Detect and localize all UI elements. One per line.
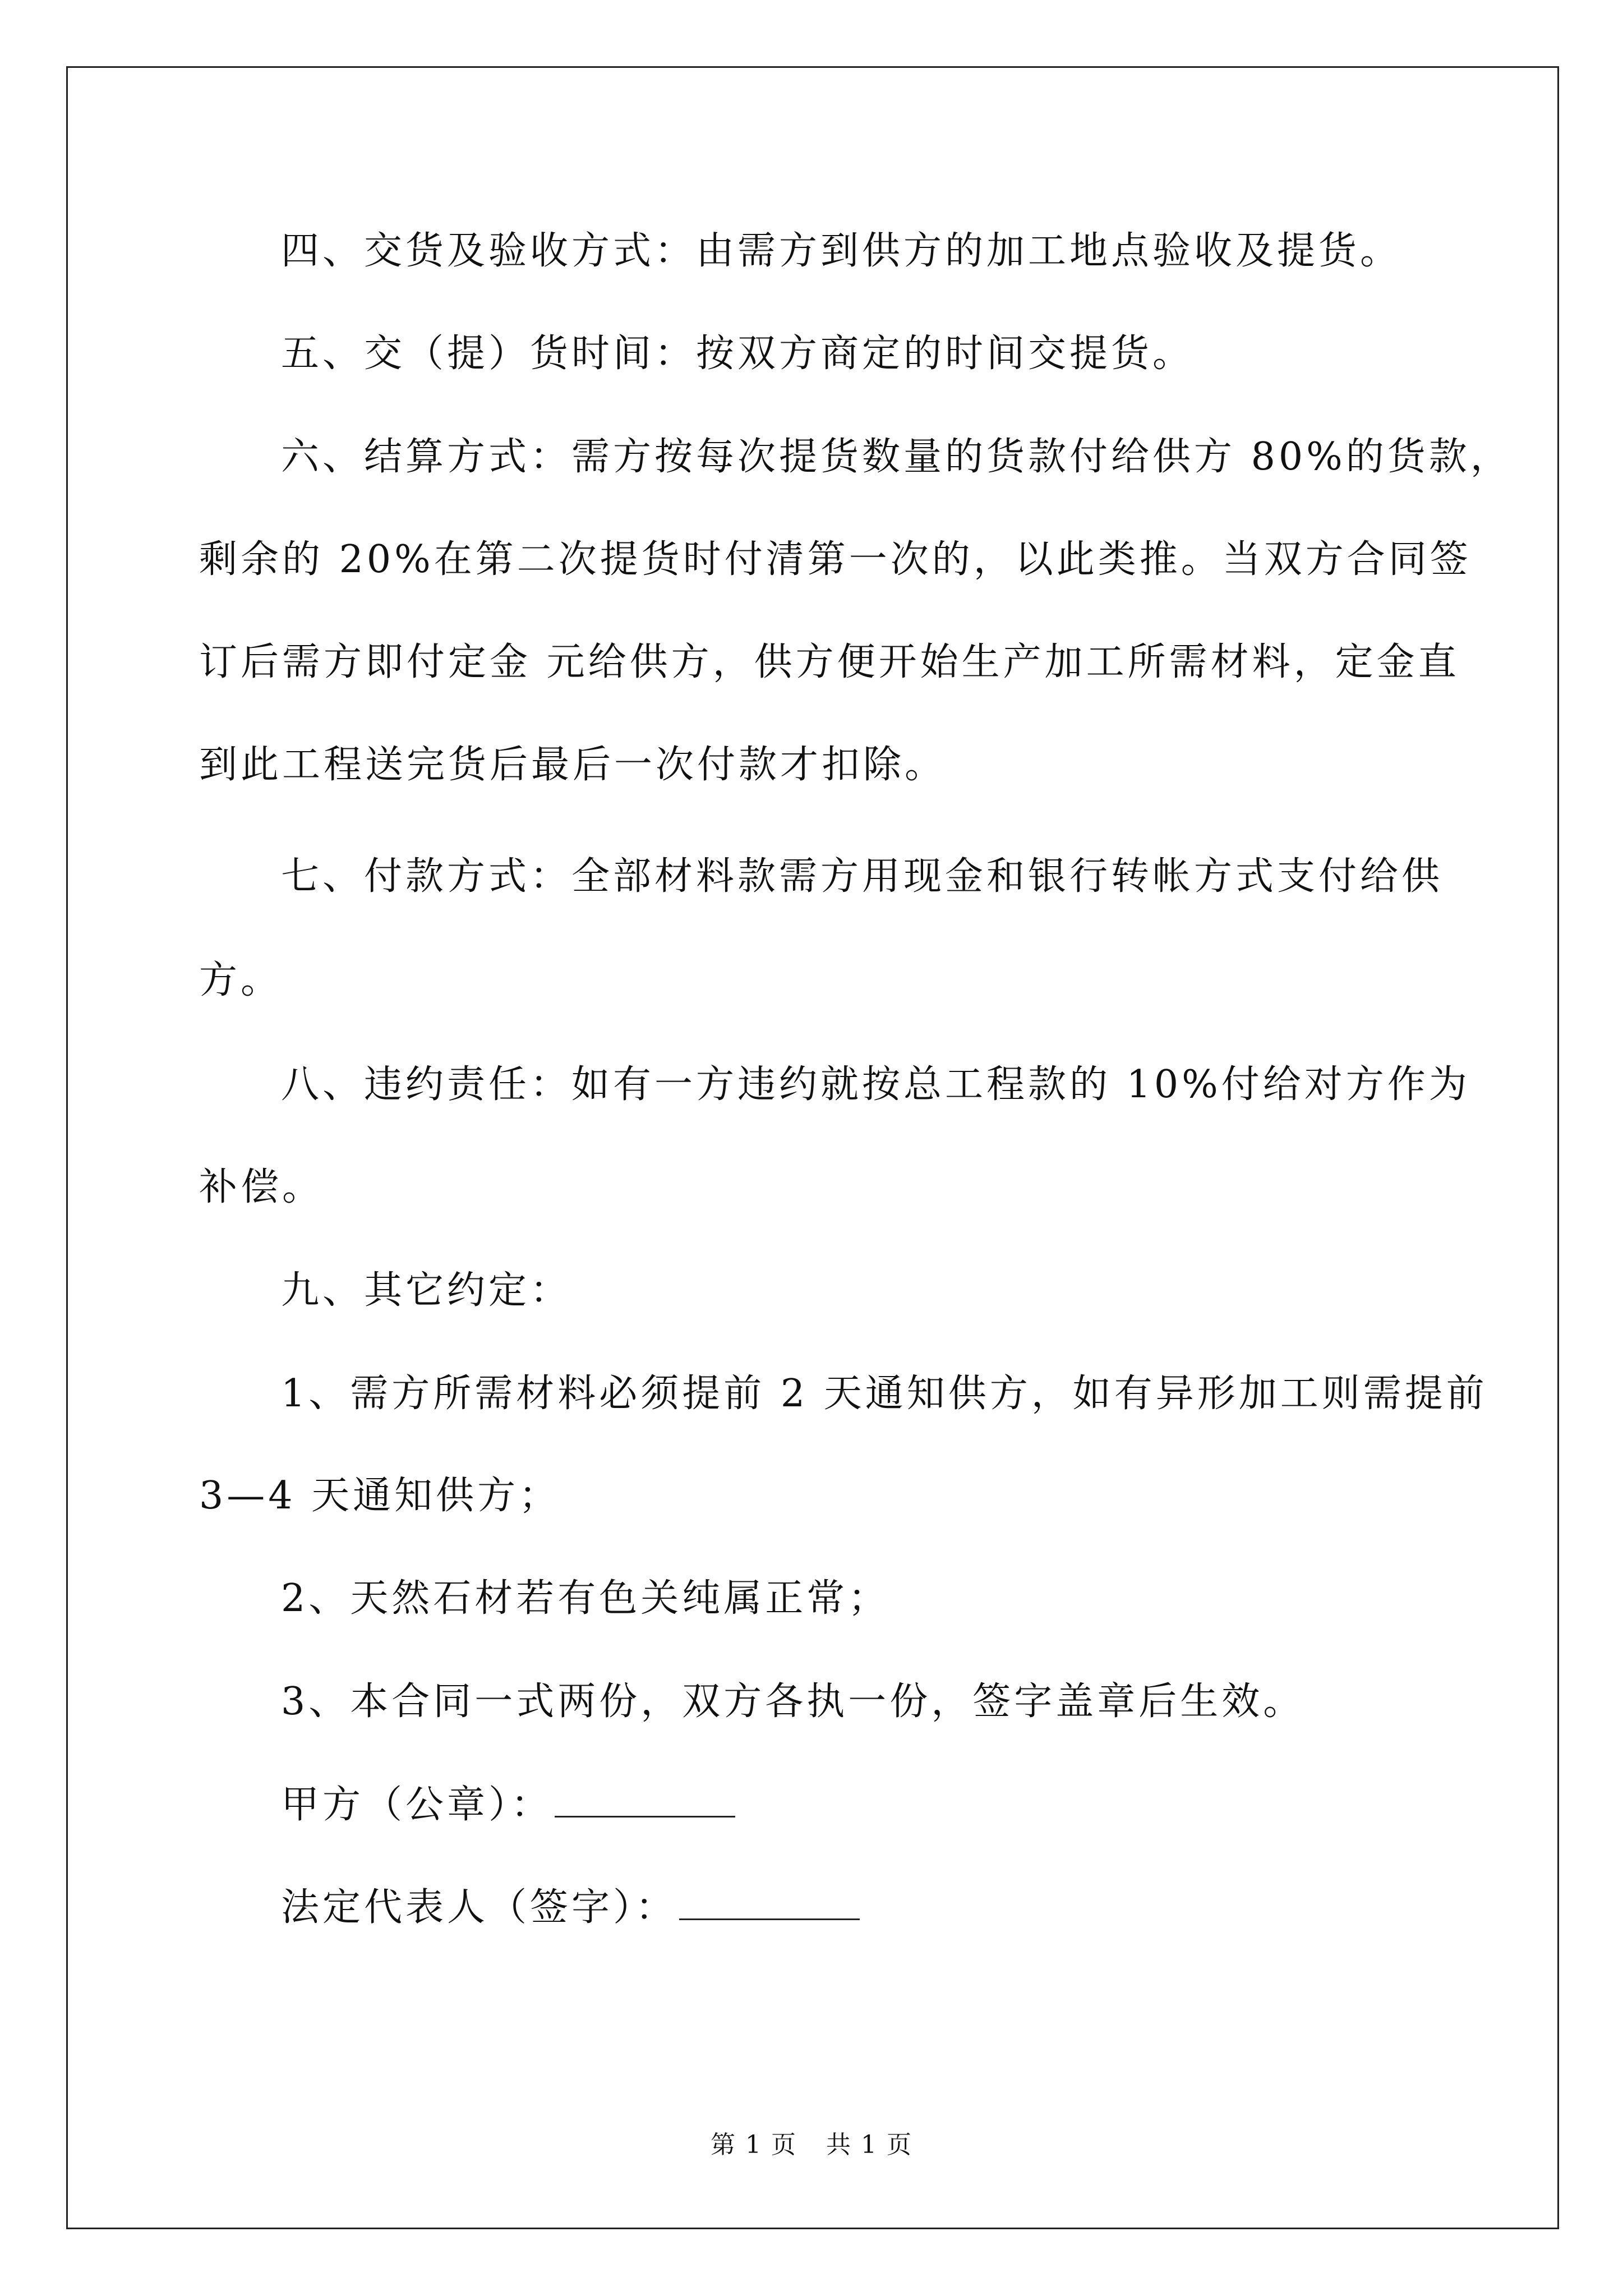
clause-payment-line-1: 七、付款方式：全部材料款需方用现金和银行转帐方式支付给供 xyxy=(281,854,1444,899)
clause-delivery-acceptance: 四、交货及验收方式：由需方到供方的加工地点验收及提货。 xyxy=(281,229,1402,273)
page-footer xyxy=(0,2131,1623,2160)
legal-rep-label: 法定代表人（签字）： xyxy=(281,1885,677,1930)
clause-settlement-line-3: 订后需方即付定金 元给供方，供方便开始生产加工所需材料，定金直 xyxy=(199,640,1460,684)
page-number: 第 1 页 xyxy=(711,2131,797,2159)
clause-breach-line-1: 八、违约责任：如有一方违约就按总工程款的 10%付给对方作为 xyxy=(281,1062,1470,1107)
page-total: 共 1 页 xyxy=(826,2131,912,2159)
term-1-line-2: 3—4 天通知供方； xyxy=(199,1474,561,1518)
legal-rep-signature-line xyxy=(281,1885,860,1930)
clause-settlement-line-4: 到此工程送完货后最后一次付款才扣除。 xyxy=(199,743,947,787)
term-2: 2、天然石材若有色关纯属正常； xyxy=(281,1576,890,1621)
clause-other-terms: 九、其它约定： xyxy=(281,1268,572,1313)
party-a-seal-blank xyxy=(555,1782,735,1818)
party-a-label: 甲方（公章）： xyxy=(281,1783,553,1827)
term-3: 3、本合同一式两份，双方各执一份，签字盖章后生效。 xyxy=(281,1680,1305,1724)
clause-delivery-time: 五、交（提）货时间：按双方商定的时间交提货。 xyxy=(281,332,1195,376)
clause-breach-line-2: 补偿。 xyxy=(199,1165,324,1209)
clause-settlement-line-2: 剩余的 20%在第二次提货时付清第一次的，以此类推。当双方合同签 xyxy=(199,537,1472,582)
clause-settlement-line-1: 六、结算方式：需方按每次提货数量的货款付给供方 80%的货款， xyxy=(281,435,1512,479)
party-a-signature-line xyxy=(281,1782,735,1828)
legal-rep-signature-blank xyxy=(679,1885,860,1920)
clause-payment-line-2: 方。 xyxy=(199,958,283,1002)
term-1-line-1: 1、需方所需材料必须提前 2 天通知供方，如有异形加工则需提前 xyxy=(281,1372,1488,1416)
